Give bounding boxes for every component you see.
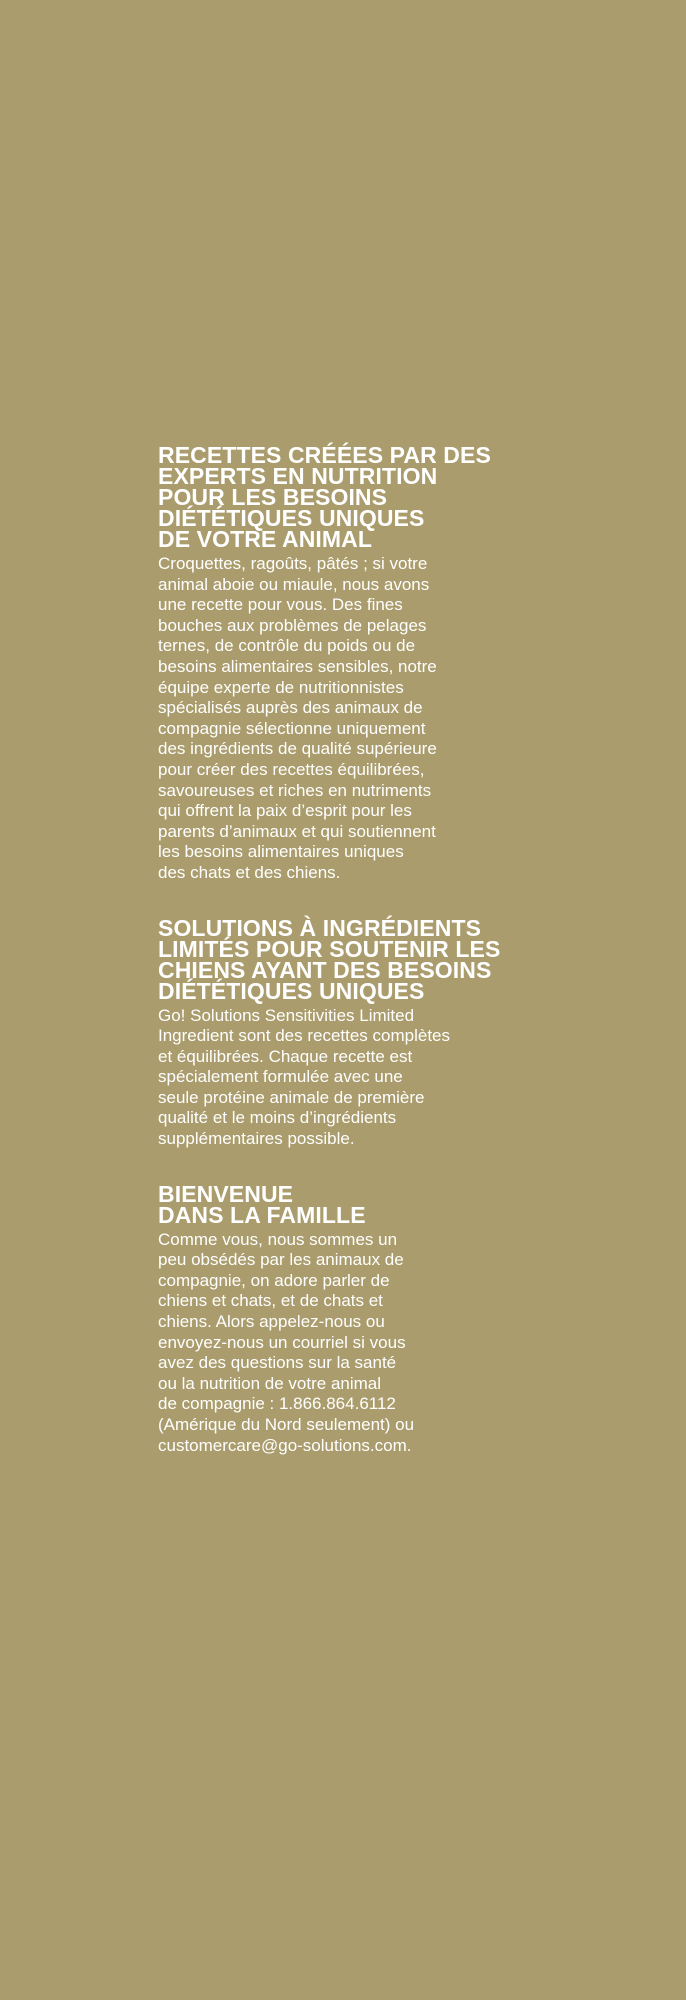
section-body: Comme vous, nous sommes un peu obsédés par les animaux de compagnie, on adore parler de chiens et chats, et de chats et chiens. Alors appelez-nous ou envoyez-nous un courriel si vous avez des questions sur la santé ou la nutrition de votre animal de compagnie : 1.866.864.6112 (Amérique du Nord seulement) ou customercare@go-solutions.com. [158, 1229, 415, 1455]
section-expert-recipes [158, 442, 578, 884]
section-body: Go! Solutions Sensitivities Limited Ingredient sont des recettes complètes et équilibrées. Chaque recette est spécialement formulée avec une seule protéine animale de première qualité et le moins d’ingrédients supplémentaires possible. [158, 1005, 450, 1149]
section-heading: RECETTES CRÉÉES PAR DES EXPERTS EN NUTRITION POUR LES BESOINS DIÉTÉTIQUES UNIQUES DE VOTRE ANIMAL [158, 442, 491, 552]
section-heading: SOLUTIONS À INGRÉDIENTS LIMITÉS POUR SOUTENIR LES CHIENS AYANT DES BESOINS DIÉTÉTIQUES UNIQUES [158, 914, 501, 1004]
section-welcome-family [158, 1180, 578, 1457]
text-column [158, 442, 578, 1490]
section-limited-ingredient [158, 914, 578, 1150]
section-heading: BIENVENUE DANS LA FAMILLE [158, 1180, 366, 1228]
section-body: Croquettes, ragoûts, pâtés ; si votre animal aboie ou miaule, nous avons une recette pour vous. Des fines bouches aux problèmes de pelages ternes, de contrôle du poids ou de besoins alimentaires sensibles, notre équipe experte de nutritionnistes spécialisés auprès des animaux de compagnie sélectionne uniquement des ingrédients de qualité supérieure pour créer des recettes équilibrées, savoureuses et riches en nutriments qui offrent la paix d’esprit pour les parents d’animaux et qui soutiennent les besoins alimentaires uniques des chats et des chiens. [158, 554, 437, 882]
